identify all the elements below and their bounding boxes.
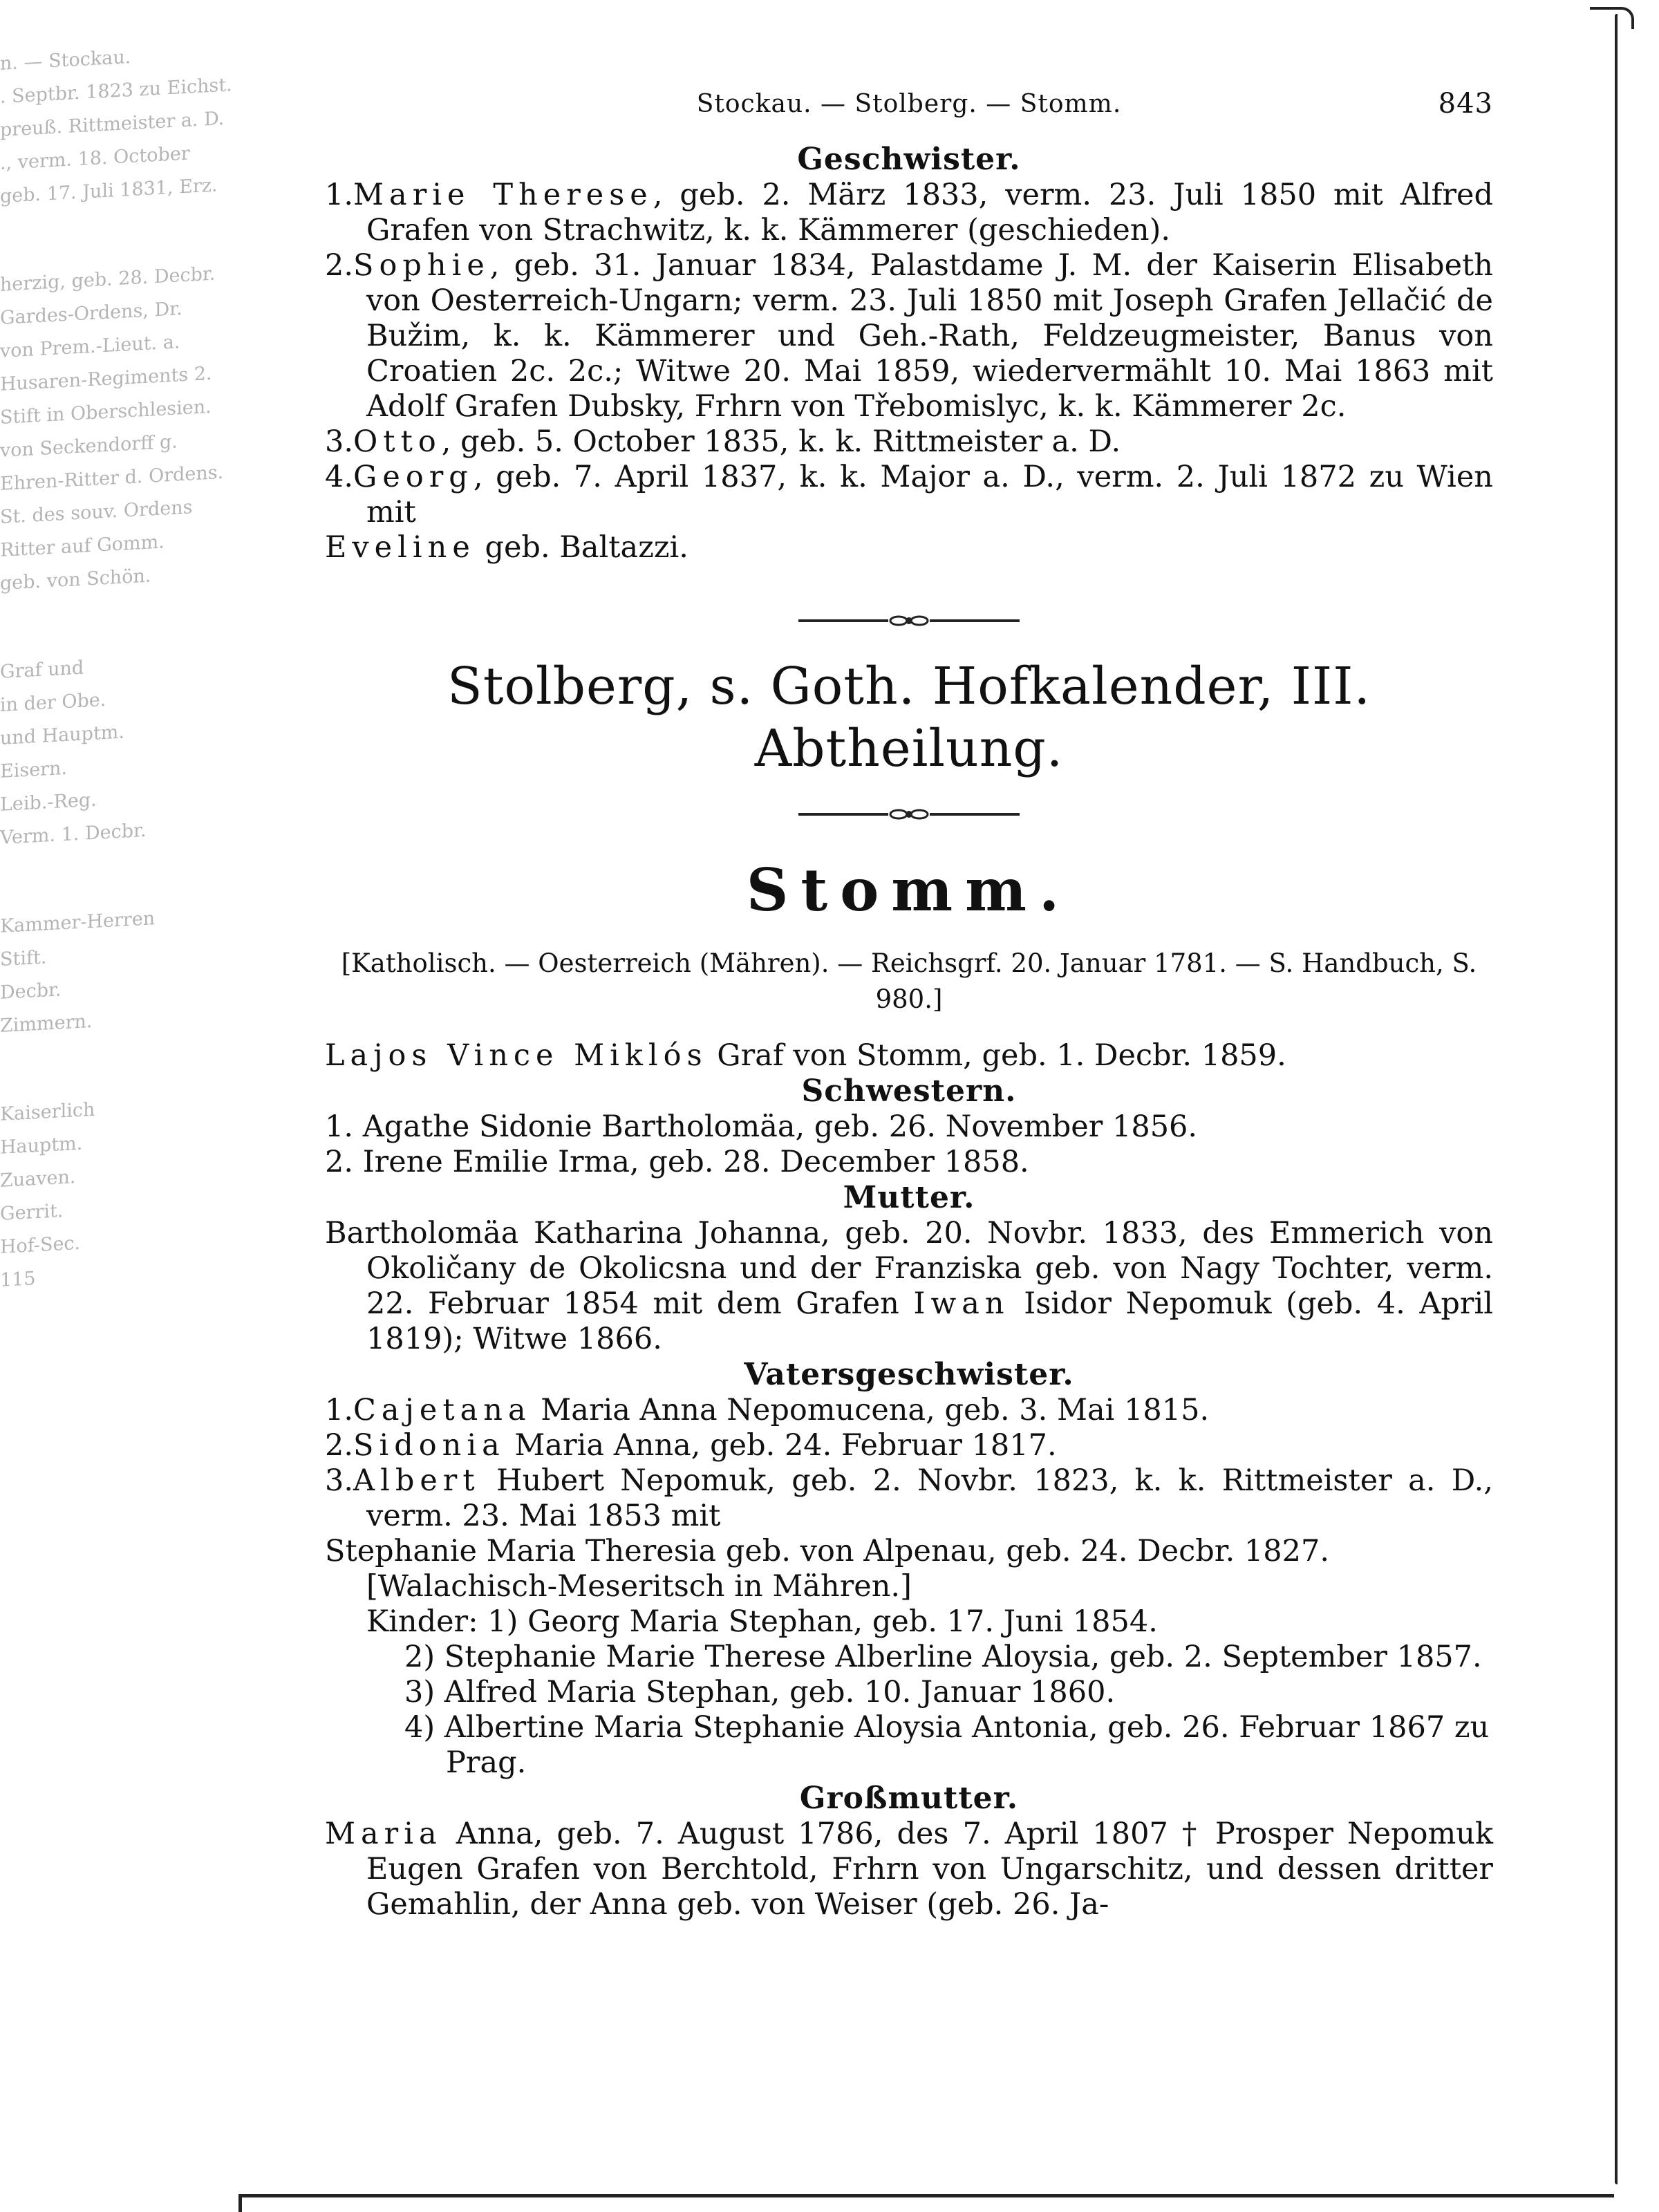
head-name: Lajos Vince Miklós: [325, 1038, 708, 1073]
family-note: [Katholisch. — Oesterreich (Mähren). — Reichsgrf. 20. Januar 1781. — S. Handbuch, S. 980.]: [341, 948, 1477, 1014]
bleed-line: n. — Stockau.: [0, 46, 131, 75]
bleed-line: in der Obe.: [0, 688, 106, 716]
bleed-line: Husaren-Regiments 2.: [0, 362, 212, 395]
sisters-heading: Schwestern.: [801, 1074, 1017, 1109]
child-entry: 2) Stephanie Marie Therese Alberline Aloysia, geb. 2. September 1857.: [404, 1640, 1482, 1674]
bleed-line: Hauptm.: [0, 1132, 83, 1159]
bleed-line: und Hauptm.: [0, 721, 124, 749]
bleed-line: 115: [0, 1268, 36, 1291]
family-title: Stomm.: [746, 856, 1072, 924]
uncle-entry: 1.Cajetana Maria Anna Nepomucena, geb. 3. Mai 1815.: [325, 1393, 1210, 1427]
bleed-line: preuß. Rittmeister a. D.: [0, 107, 225, 141]
running-header: [325, 86, 1493, 142]
children-label: Kinder:: [366, 1604, 478, 1639]
bleed-line: Verm. 1. Decbr.: [0, 819, 147, 849]
bleed-line: geb. 17. Juli 1831, Erz.: [0, 174, 218, 207]
siblings-list: [325, 178, 1493, 565]
child-entry: 1) Georg Maria Stephan, geb. 17. Juni 1854.: [487, 1604, 1158, 1639]
child-entry: 3) Alfred Maria Stephan, geb. 10. Januar 1860.: [404, 1675, 1116, 1709]
aunt-in-law: Stephanie Maria Theresia geb. von Alpenau, geb. 24. Decbr. 1827.: [325, 1534, 1330, 1568]
page-edge: [1615, 14, 1620, 2184]
bottom-rule-tick: [238, 2194, 242, 2212]
bleed-line: Kaiserlich: [0, 1098, 95, 1125]
grandmother-heading: Großmutter.: [799, 1781, 1019, 1816]
sibling-entry: 4.Georg, geb. 7. April 1837, k. k. Major a. D., verm. 2. Juli 1872 zu Wien mit: [325, 460, 1493, 529]
grandmother-name: Maria: [325, 1817, 442, 1851]
ornament-divider: [325, 600, 1493, 641]
mother-husband-name: Iwan: [913, 1286, 1010, 1321]
bleed-line: . Septbr. 1823 zu Eichst.: [0, 74, 232, 108]
sibling-name: Otto: [353, 424, 442, 459]
child-entry: 4) Albertine Maria Stephanie Aloysia Antonia, geb. 26. Februar 1867 zu Prag.: [404, 1710, 1490, 1780]
children-list: [325, 1640, 1493, 1781]
bleed-line: von Seckendorff g.: [0, 431, 178, 462]
uncle-entry: 3.Albert Hubert Nepomuk, geb. 2. Novbr. 1823, k. k. Rittmeister a. D., verm. 23. Mai 1853 mit: [325, 1463, 1493, 1533]
sibling-name: Marie Therese: [353, 178, 653, 212]
ornament-divider: [325, 794, 1493, 835]
mother-heading: Mutter.: [843, 1180, 975, 1215]
bleed-line: Hof-Sec.: [0, 1232, 81, 1258]
sister-entry: 1. Agathe Sidonie Bartholomäa, geb. 26. November 1856.: [325, 1109, 1198, 1144]
bleed-line: Zuaven.: [0, 1166, 76, 1192]
stolberg-reference-title: Stolberg, s. Goth. Hofkalender, III. Abtheilung.: [447, 657, 1371, 778]
spouse-line: Eveline geb. Baltazzi.: [325, 530, 688, 565]
page-number: 843: [1438, 88, 1493, 120]
mother-entry: Bartholomäa Katharina Johanna, geb. 20. Novbr. 1833, des Emmerich von Okoličany de Okolicsna und der Franziska geb. von Nagy Tochter, verm. 22. Februar 1854 mit dem Grafen Iwan Isidor Nepomuk (geb. 4. April 1819); Witwe 1866.: [325, 1216, 1493, 1356]
bleed-line: Ehren-Ritter d. Ordens.: [0, 461, 224, 495]
page-corner-curl: [1590, 7, 1634, 29]
bleed-line: Kammer-Herren: [0, 908, 156, 937]
sibling-entry: 1.Marie Therese, geb. 2. März 1833, verm. 23. Juli 1850 mit Alfred Grafen von Strachwitz, k. k. Kämmerer (geschieden).: [325, 178, 1493, 247]
grandmother-entry: Maria Anna, geb. 7. August 1786, des 7. April 1807 † Prosper Nepomuk Eugen Grafen von Berchtold, Frhrn von Ungarschitz, und dessen dritter Gemahlin, der Anna geb. von Weiser (geb. 26. Ja-: [325, 1817, 1493, 1922]
bleed-line: von Prem.-Lieut. a.: [0, 331, 180, 362]
bleed-line: Eisern.: [0, 757, 68, 782]
sibling-entry: 2.Sophie, geb. 31. Januar 1834, Palastdame J. M. der Kaiserin Elisabeth von Oesterreich-Ungarn; verm. 23. Juli 1850 mit Joseph Grafen Jellačić de Bužim, k. k. Kämmerer und Geh.-Rath, Feldzeugmeister, Banus von Croatien 2c. 2c.; Witwe 20. Mai 1859, wiedervermählt 10. Mai 1863 mit Adolf Grafen Dubsky, Frhrn von Třebomislyc, k. k. Kämmerer 2c.: [325, 248, 1493, 424]
bleed-line: Gerrit.: [0, 1200, 64, 1225]
sister-entry: 2. Irene Emilie Irma, geb. 28. December 1858.: [325, 1145, 1029, 1179]
bleed-line: herzig, geb. 28. Decbr.: [0, 263, 216, 296]
bleed-line: Graf und: [0, 657, 84, 683]
bleed-line: Stift.: [0, 946, 47, 971]
spouse-name: Eveline: [325, 530, 476, 565]
sibling-name: Sophie: [353, 248, 490, 283]
page-body: [325, 86, 1493, 1922]
children-block: [325, 1604, 1493, 1640]
head-of-family: Lajos Vince Miklós Graf von Stomm, geb. 1. Decbr. 1859.: [325, 1038, 1286, 1073]
uncle-entry: 2.Sidonia Maria Anna, geb. 24. Februar 1817.: [325, 1428, 1057, 1463]
bleed-line: Ritter auf Gomm.: [0, 531, 165, 561]
bleed-line: ., verm. 18. October: [0, 142, 190, 174]
siblings-heading: Geschwister.: [797, 142, 1021, 177]
bleed-line: geb. von Schön.: [0, 565, 151, 594]
sibling-name: Georg: [353, 460, 474, 494]
bottom-rule: [238, 2194, 1614, 2197]
sibling-entry: 3.Otto, geb. 5. October 1835, k. k. Rittmeister a. D.: [325, 424, 1121, 459]
bleed-line: Stift in Oberschlesien.: [0, 395, 212, 429]
uncles-heading: Vatersgeschwister.: [744, 1357, 1074, 1392]
running-title: Stockau. — Stolberg. — Stomm.: [696, 90, 1122, 118]
bleed-line: Leib.-Reg.: [0, 789, 97, 816]
bleed-line: St. des souv. Ordens: [0, 496, 193, 528]
adjacent-page-bleed: [0, 35, 235, 2052]
bleed-line: Decbr.: [0, 979, 62, 1004]
bleed-line: Gardes-Ordens, Dr.: [0, 298, 182, 329]
aunt-residence: [Walachisch-Meseritsch in Mähren.]: [366, 1569, 912, 1604]
bleed-line: Zimmern.: [0, 1010, 93, 1037]
